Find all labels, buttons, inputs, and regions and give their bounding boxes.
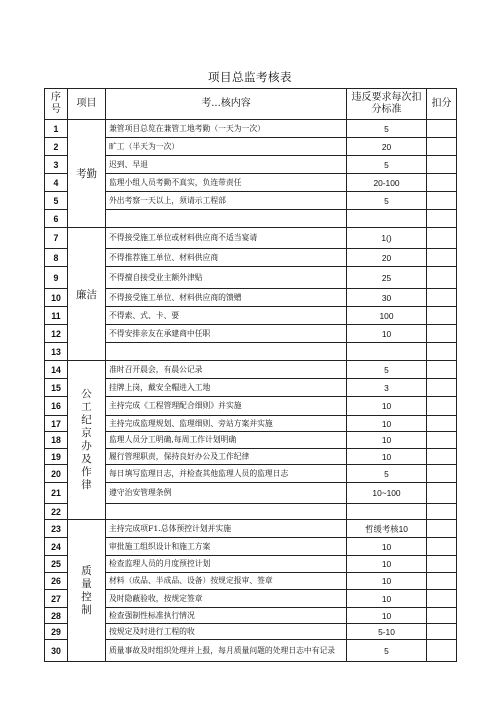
- table-row: [45, 192, 457, 210]
- table-row: [45, 608, 457, 624]
- row-deduction-cell[interactable]: [427, 174, 457, 192]
- row-number: 12: [45, 325, 68, 343]
- table-row: [45, 228, 457, 249]
- row-deduction-cell[interactable]: [427, 432, 457, 449]
- row-content: 遵守治安管理条例: [106, 483, 347, 504]
- assessment-table: [44, 88, 457, 662]
- row-content: 不得安排亲友在承建商中任职: [106, 325, 347, 343]
- row-content: 兼管项目总览在兼管工地考勤（一天为一次）: [106, 120, 347, 138]
- row-number: 27: [45, 590, 68, 608]
- row-standard: [347, 343, 427, 361]
- row-standard: [347, 210, 427, 228]
- row-number: 17: [45, 416, 68, 432]
- category-label: 公工纪京办及作律: [81, 388, 92, 491]
- row-number: 18: [45, 432, 68, 449]
- row-deduction-cell[interactable]: [427, 538, 457, 556]
- row-number: 10: [45, 289, 68, 307]
- row-content: 准时召开晨会，有晨公记录: [106, 361, 347, 379]
- row-number: 30: [45, 640, 68, 662]
- row-deduction-cell[interactable]: [427, 289, 457, 307]
- row-number: 6: [45, 210, 68, 228]
- row-number: 5: [45, 192, 68, 210]
- row-standard: 5: [347, 465, 427, 483]
- table-row: [45, 483, 457, 504]
- row-deduction-cell[interactable]: [427, 361, 457, 379]
- table-row: [45, 520, 457, 538]
- row-content: [106, 210, 347, 228]
- row-content: 履行管理职责，保持良好办公及工作纪律: [106, 449, 347, 465]
- row-deduction-cell[interactable]: [427, 624, 457, 640]
- row-deduction-cell[interactable]: [427, 397, 457, 416]
- row-content: 检查监理人员的月度预控计划: [106, 556, 347, 573]
- row-standard: 5: [347, 120, 427, 138]
- category-cell: [68, 120, 106, 228]
- table-row: [45, 120, 457, 138]
- row-content: 不得接受施工单位或材料供应商不适当宴请: [106, 228, 347, 249]
- row-content: 外出考察一天以上，须请示工程部: [106, 192, 347, 210]
- row-deduction-cell[interactable]: [427, 325, 457, 343]
- row-standard: 10: [347, 432, 427, 449]
- row-standard: 30: [347, 289, 427, 307]
- row-deduction-cell[interactable]: [427, 449, 457, 465]
- table-row: [45, 379, 457, 397]
- row-standard: 20: [347, 138, 427, 156]
- category-cell: [68, 361, 106, 520]
- row-deduction-cell[interactable]: [427, 379, 457, 397]
- row-content: 挂牌上岗，戴安全帽进入工地: [106, 379, 347, 397]
- row-number: 9: [45, 267, 68, 289]
- row-standard: 10: [347, 538, 427, 556]
- row-standard: 10: [347, 608, 427, 624]
- row-deduction-cell[interactable]: [427, 416, 457, 432]
- table-row: [45, 416, 457, 432]
- row-content: 每日填写监理日志，并检查其他监理人员的监理日志: [106, 465, 347, 483]
- row-deduction-cell[interactable]: [427, 138, 457, 156]
- header-standard: 违反要求每次扣分标准: [347, 89, 427, 120]
- row-content: 监理人员分工明确,每周工作计划明确: [106, 432, 347, 449]
- row-deduction-cell[interactable]: [427, 192, 457, 210]
- table-row: [45, 249, 457, 267]
- category-cell: [68, 520, 106, 662]
- row-number: 22: [45, 504, 68, 520]
- row-deduction-cell[interactable]: [427, 343, 457, 361]
- row-standard: 20-100: [347, 174, 427, 192]
- table-row: [45, 397, 457, 416]
- row-number: 29: [45, 624, 68, 640]
- table-row: [45, 307, 457, 325]
- row-deduction-cell[interactable]: [427, 228, 457, 249]
- row-deduction-cell[interactable]: [427, 307, 457, 325]
- row-deduction-cell[interactable]: [427, 267, 457, 289]
- row-content: 不得索、式、卡、要: [106, 307, 347, 325]
- row-content: 材料（成品、半成品、设备）按规定报审、签章: [106, 573, 347, 590]
- row-number: 23: [45, 520, 68, 538]
- table-row: [45, 289, 457, 307]
- row-deduction-cell[interactable]: [427, 608, 457, 624]
- row-standard: 10: [347, 325, 427, 343]
- row-standard: 1(): [347, 228, 427, 249]
- row-deduction-cell[interactable]: [427, 249, 457, 267]
- table-row: [45, 432, 457, 449]
- table-body: [45, 120, 457, 662]
- row-number: 16: [45, 397, 68, 416]
- row-standard: 5: [347, 361, 427, 379]
- row-standard: 25: [347, 267, 427, 289]
- category-cell: [68, 228, 106, 361]
- row-number: 13: [45, 343, 68, 361]
- table-row: [45, 343, 457, 361]
- row-content: [106, 343, 347, 361]
- row-standard: 10: [347, 397, 427, 416]
- category-label: 质量控制: [81, 564, 92, 616]
- row-standard: 5-10: [347, 624, 427, 640]
- row-deduction-cell[interactable]: [427, 504, 457, 520]
- row-deduction-cell[interactable]: [427, 573, 457, 590]
- table-row: [45, 590, 457, 608]
- row-standard: [347, 504, 427, 520]
- row-standard: 10: [347, 416, 427, 432]
- row-standard: 5: [347, 192, 427, 210]
- row-standard: 10: [347, 449, 427, 465]
- row-deduction-cell[interactable]: [427, 465, 457, 483]
- row-number: 14: [45, 361, 68, 379]
- table-row: [45, 465, 457, 483]
- row-standard: 10: [347, 590, 427, 608]
- row-standard: 5: [347, 156, 427, 174]
- row-content: 检查强制性标准执行情况: [106, 608, 347, 624]
- row-content: 旷工（半天为一次）: [106, 138, 347, 156]
- table-row: [45, 210, 457, 228]
- row-number: 1: [45, 120, 68, 138]
- row-standard: 5: [347, 640, 427, 662]
- row-number: 26: [45, 573, 68, 590]
- row-standard: 10~100: [347, 483, 427, 504]
- row-deduction-cell[interactable]: [427, 483, 457, 504]
- row-content: 不得推荐施工单位、材料供应商: [106, 249, 347, 267]
- table-row: [45, 138, 457, 156]
- row-standard: 3: [347, 379, 427, 397]
- row-content: 按规定及时进行工程的收: [106, 624, 347, 640]
- row-number: 19: [45, 449, 68, 465]
- row-number: 11: [45, 307, 68, 325]
- row-deduction-cell[interactable]: [427, 590, 457, 608]
- table-row: [45, 174, 457, 192]
- row-standard: 哲缓考核10: [347, 520, 427, 538]
- table-row: [45, 361, 457, 379]
- table-row: [45, 573, 457, 590]
- row-content: 迟到、早退: [106, 156, 347, 174]
- row-number: 3: [45, 156, 68, 174]
- header-row: [45, 89, 457, 120]
- table-row: [45, 624, 457, 640]
- row-content: 主持完成《工程管理配合细则》并实施: [106, 397, 347, 416]
- row-number: 7: [45, 228, 68, 249]
- row-number: 24: [45, 538, 68, 556]
- table-row: [45, 556, 457, 573]
- row-standard: 10: [347, 573, 427, 590]
- row-content: 不得擅自接受业主额外津贴: [106, 267, 347, 289]
- row-deduction-cell[interactable]: [427, 210, 457, 228]
- table-row: [45, 504, 457, 520]
- table-row: [45, 640, 457, 662]
- row-standard: 100: [347, 307, 427, 325]
- row-number: 2: [45, 138, 68, 156]
- row-number: 21: [45, 483, 68, 504]
- row-deduction-cell[interactable]: [427, 156, 457, 174]
- table-row: [45, 325, 457, 343]
- row-content: 主持完成监理规划、监理细则、旁站方案并实施: [106, 416, 347, 432]
- row-number: 25: [45, 556, 68, 573]
- row-content: 监理小组人员考勤不真实，负连带责任: [106, 174, 347, 192]
- row-content: 及时隐蔽验收，按规定签章: [106, 590, 347, 608]
- row-number: 15: [45, 379, 68, 397]
- row-content: 不得接受施工单位、材料供应商的馈赠: [106, 289, 347, 307]
- header-deduct: 扣分: [427, 89, 457, 120]
- row-deduction-cell[interactable]: [427, 640, 457, 662]
- row-content: 审批施工组织设计和施工方案: [106, 538, 347, 556]
- row-standard: 10: [347, 556, 427, 573]
- row-number: 20: [45, 465, 68, 483]
- header-item: 项目: [68, 89, 106, 120]
- table-row: [45, 449, 457, 465]
- header-no: 序号: [45, 89, 68, 120]
- row-deduction-cell[interactable]: [427, 556, 457, 573]
- row-standard: 20: [347, 249, 427, 267]
- row-deduction-cell[interactable]: [427, 120, 457, 138]
- category-label: 考勤: [76, 168, 97, 180]
- row-number: 28: [45, 608, 68, 624]
- page-title: 项目总监考核表: [208, 70, 292, 84]
- row-number: 8: [45, 249, 68, 267]
- row-deduction-cell[interactable]: [427, 520, 457, 538]
- header-content: 考...核内容: [106, 89, 347, 120]
- row-content: [106, 504, 347, 520]
- table-row: [45, 156, 457, 174]
- category-label: 廉洁: [76, 288, 97, 301]
- row-content: 质量事故及时组织处理并上报，每月质量问题的处理日志中有记录: [106, 640, 347, 662]
- table-row: [45, 267, 457, 289]
- row-content: 主持完成项F1.总体预控计划并实施: [106, 520, 347, 538]
- table-row: [45, 538, 457, 556]
- row-number: 4: [45, 174, 68, 192]
